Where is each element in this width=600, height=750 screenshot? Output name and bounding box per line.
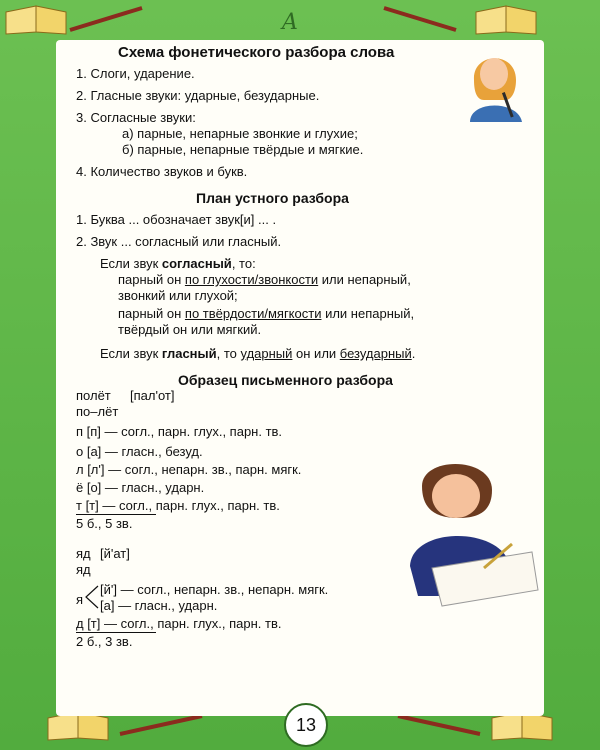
title-phonetic-scheme: Схема фонетического разбора слова xyxy=(118,44,395,61)
ex2-total-divider xyxy=(76,632,156,633)
ex2-row-3: д [т] — согл., парн. глух., парн. тв. xyxy=(76,616,282,631)
monogram: A xyxy=(282,10,298,35)
girl-illustration xyxy=(462,40,532,122)
scheme-item-3: 3. Согласные звуки: xyxy=(76,110,196,125)
ex2-transcription: [й'ат] xyxy=(100,546,130,561)
plan-item-1: 1. Буква ... обозначает звук[и] ... . xyxy=(76,212,277,227)
scheme-item-3a: а) парные, непарные звонкие и глухие; xyxy=(122,126,358,141)
scheme-item-1: 1. Слоги, ударение. xyxy=(76,66,195,81)
ex1-row: о [а] — гласн., безуд. xyxy=(76,444,203,459)
ex2-row-2: [а] — гласн., ударн. xyxy=(100,598,218,613)
book-icon xyxy=(474,2,538,36)
consonant-line: Если звук согласный, то: xyxy=(100,256,256,271)
title-oral-plan: План устного разбора xyxy=(196,190,349,206)
ex2-syllables: яд xyxy=(76,562,91,577)
ex1-total: 5 б., 5 зв. xyxy=(76,516,133,531)
book-icon xyxy=(4,2,68,36)
ex1-row: ё [о] — гласн., ударн. xyxy=(76,480,205,495)
ex1-total-divider xyxy=(76,514,156,515)
ex1-word: полёт xyxy=(76,388,111,403)
title-written-sample: Образец письменного разбора xyxy=(178,372,393,388)
pen-icon xyxy=(66,4,146,34)
pair-voicing-line-2: звонкий или глухой; xyxy=(118,288,238,303)
ex1-row: т [т] — согл., парн. глух., парн. тв. xyxy=(76,498,280,513)
pair-hardness-line: парный он по твёрдости/мягкости или непарный, xyxy=(118,306,415,321)
pen-icon xyxy=(380,4,460,34)
girl-writing-illustration xyxy=(392,456,542,616)
vowel-line: Если звук гласный, то ударный он или безударный. xyxy=(100,346,416,361)
page-number: 13 xyxy=(284,703,328,747)
ex2-total: 2 б., 3 зв. xyxy=(76,634,133,649)
ex1-row: л [л'] — согл., непарн. зв., парн. мягк. xyxy=(76,462,302,477)
pair-hardness-line-2: твёрдый он или мягкий. xyxy=(118,322,262,337)
scheme-item-4: 4. Количество звуков и букв. xyxy=(76,164,248,179)
plan-item-2: 2. Звук ... согласный или гласный. xyxy=(76,234,282,249)
ex2-word: яд xyxy=(76,546,91,561)
ex1-row: п [п] — согл., парн. глух., парн. тв. xyxy=(76,424,283,439)
ex2-letter-ya: я xyxy=(76,592,84,607)
ex1-syllables: по–лёт xyxy=(76,404,119,419)
bracket-icon xyxy=(84,582,100,612)
scheme-item-2: 2. Гласные звуки: ударные, безударные. xyxy=(76,88,320,103)
ex1-transcription: [пал'от] xyxy=(130,388,175,403)
pair-voicing-line: парный он по глухости/звонкости или непарный, xyxy=(118,272,411,287)
scheme-item-3b: б) парные, непарные твёрдые и мягкие. xyxy=(122,142,364,157)
ex2-row-1: [й'] — согл., непарн. зв., непарн. мягк. xyxy=(100,582,329,597)
